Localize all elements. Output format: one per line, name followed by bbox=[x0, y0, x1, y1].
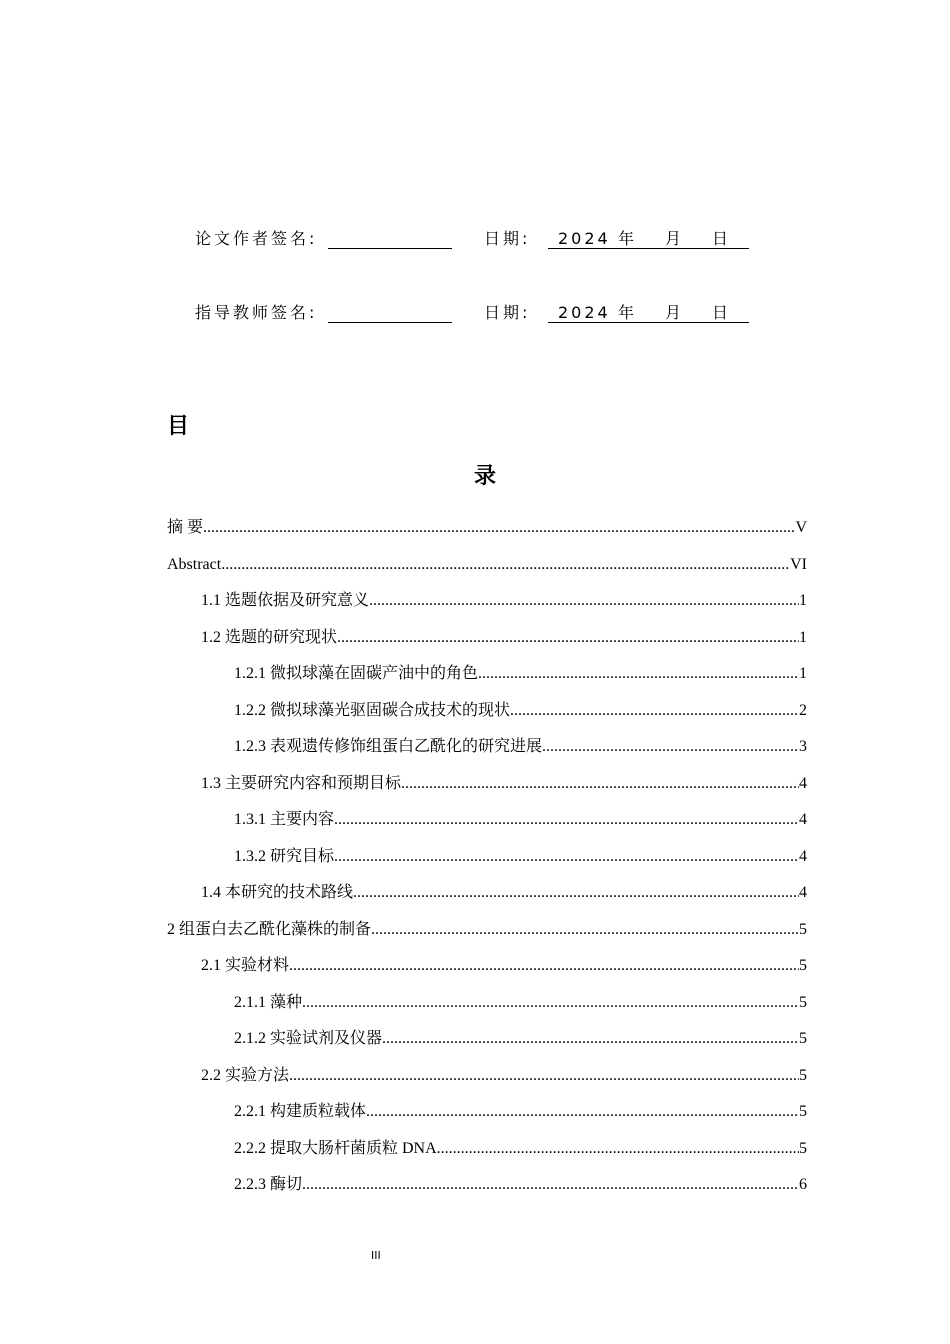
toc-entry[interactable] bbox=[234, 989, 807, 1013]
toc-entry-page: 4 bbox=[799, 811, 807, 828]
toc-entry[interactable] bbox=[201, 587, 807, 611]
toc-entry-leader-dots bbox=[289, 1066, 799, 1086]
toc-entry[interactable] bbox=[201, 879, 807, 903]
toc-entry-page: 4 bbox=[799, 775, 807, 792]
toc-entry[interactable] bbox=[234, 806, 807, 830]
toc-entry-leader-dots bbox=[337, 628, 799, 648]
toc-entry-label: 2.2.1 构建质粒载体 bbox=[234, 1103, 367, 1120]
toc-title-part1: 目 bbox=[167, 414, 190, 439]
toc-entry[interactable] bbox=[234, 1098, 807, 1122]
toc-entry-label: 1.2.2 微拟球藻光驱固碳合成技术的现状 bbox=[234, 702, 511, 719]
toc-entry[interactable] bbox=[234, 843, 807, 867]
advisor-signature-line bbox=[328, 322, 452, 323]
author-date-year: 2024 bbox=[558, 229, 611, 248]
author-signature-label: 论文作者签名: bbox=[195, 229, 318, 248]
toc-entry[interactable] bbox=[201, 1062, 807, 1086]
toc-entry[interactable] bbox=[201, 624, 807, 648]
toc-entry-label: 1.3.1 主要内容 bbox=[234, 811, 335, 828]
toc-entry-page: VI bbox=[790, 556, 807, 573]
toc-entry-page: 5 bbox=[799, 1067, 807, 1084]
toc-entry[interactable] bbox=[201, 952, 807, 976]
toc-entry-label: 1.2.1 微拟球藻在固碳产油中的角色 bbox=[234, 665, 479, 682]
toc-title-part2: 录 bbox=[474, 464, 497, 489]
toc-entry-leader-dots bbox=[369, 591, 799, 611]
toc-entry-label: 2.1 实验材料 bbox=[201, 957, 290, 974]
toc-entry-label: 1.4 本研究的技术路线 bbox=[201, 884, 354, 901]
toc-entry-leader-dots bbox=[371, 920, 799, 940]
toc-entry-label: 摘 要 bbox=[167, 519, 204, 536]
toc-entry-label: 2.2.2 提取大肠杆菌质粒 DNA bbox=[234, 1140, 437, 1157]
author-date-year-unit: 年 bbox=[618, 229, 638, 248]
toc-entry[interactable] bbox=[234, 1135, 807, 1159]
advisor-date-month-unit: 月 bbox=[665, 303, 685, 322]
toc-entry-leader-dots bbox=[334, 847, 799, 867]
toc-entry-label: 2.1.1 藻种 bbox=[234, 994, 303, 1011]
toc-entry-page: 5 bbox=[799, 994, 807, 1011]
toc-entry-page: 2 bbox=[799, 702, 807, 719]
toc-entry-label: 2.1.2 实验试剂及仪器 bbox=[234, 1030, 383, 1047]
toc-entry-leader-dots bbox=[302, 993, 799, 1013]
toc-entry-leader-dots bbox=[203, 518, 795, 538]
toc-entry-page: 5 bbox=[799, 957, 807, 974]
toc-entry-page: 4 bbox=[799, 848, 807, 865]
toc-entry-label: 1.3 主要研究内容和预期目标 bbox=[201, 775, 402, 792]
toc-entry[interactable] bbox=[201, 770, 807, 794]
toc-entry-label: 2.2 实验方法 bbox=[201, 1067, 290, 1084]
toc-entry[interactable] bbox=[234, 733, 807, 757]
toc-entry[interactable] bbox=[234, 1025, 807, 1049]
advisor-date-day-unit: 日 bbox=[712, 303, 732, 322]
toc-entry-leader-dots bbox=[510, 701, 799, 721]
toc-entry[interactable] bbox=[167, 514, 807, 538]
toc-entry[interactable] bbox=[167, 551, 807, 575]
toc-entry-label: 2.2.3 酶切 bbox=[234, 1176, 303, 1193]
toc-entry-page: 5 bbox=[799, 1140, 807, 1157]
toc-entry-page: V bbox=[795, 519, 807, 536]
toc-entry-page: 5 bbox=[799, 921, 807, 938]
toc-entry-label: 1.2.3 表观遗传修饰组蛋白乙酰化的研究进展 bbox=[234, 738, 543, 755]
toc-entry-label: 1.3.2 研究目标 bbox=[234, 848, 335, 865]
toc-entry-leader-dots bbox=[302, 1175, 799, 1195]
toc-entry-leader-dots bbox=[478, 664, 799, 684]
toc-entry[interactable] bbox=[234, 660, 807, 684]
toc-entry-leader-dots bbox=[382, 1029, 799, 1049]
toc-entry-leader-dots bbox=[353, 883, 799, 903]
toc-entry-page: 5 bbox=[799, 1103, 807, 1120]
toc-entry-leader-dots bbox=[334, 810, 799, 830]
toc-entry-leader-dots bbox=[542, 737, 799, 757]
toc-entry-label: Abstract bbox=[167, 556, 222, 573]
toc-entry-label: 1.1 选题依据及研究意义 bbox=[201, 592, 370, 609]
toc-entry-leader-dots bbox=[366, 1102, 799, 1122]
author-signature-line bbox=[328, 248, 452, 249]
toc-entry-page: 6 bbox=[799, 1176, 807, 1193]
toc-entry[interactable] bbox=[234, 697, 807, 721]
toc-entry-leader-dots bbox=[221, 555, 790, 575]
advisor-date-label: 日期: bbox=[484, 303, 531, 322]
page-number: III bbox=[371, 1249, 381, 1262]
author-date-month-unit: 月 bbox=[665, 229, 685, 248]
toc-entry-leader-dots bbox=[289, 956, 799, 976]
toc-entry-leader-dots bbox=[437, 1139, 799, 1159]
toc-entry-page: 5 bbox=[799, 1030, 807, 1047]
toc-entry-page: 4 bbox=[799, 884, 807, 901]
advisor-date-year: 2024 bbox=[558, 303, 611, 322]
toc-entry-page: 3 bbox=[799, 738, 807, 755]
advisor-date-year-unit: 年 bbox=[618, 303, 638, 322]
toc-entry-label: 1.2 选题的研究现状 bbox=[201, 629, 338, 646]
toc-entry-page: 1 bbox=[799, 592, 807, 609]
toc-entry[interactable] bbox=[167, 916, 807, 940]
author-date-day-unit: 日 bbox=[712, 229, 732, 248]
toc-entry-leader-dots bbox=[401, 774, 799, 794]
author-date-label: 日期: bbox=[484, 229, 531, 248]
toc-entry-page: 1 bbox=[799, 629, 807, 646]
advisor-signature-label: 指导教师签名: bbox=[195, 303, 318, 322]
toc-entry[interactable] bbox=[234, 1171, 807, 1195]
toc-entry-label: 2 组蛋白去乙酰化藻株的制备 bbox=[167, 921, 372, 938]
toc-entry-page: 1 bbox=[799, 665, 807, 682]
